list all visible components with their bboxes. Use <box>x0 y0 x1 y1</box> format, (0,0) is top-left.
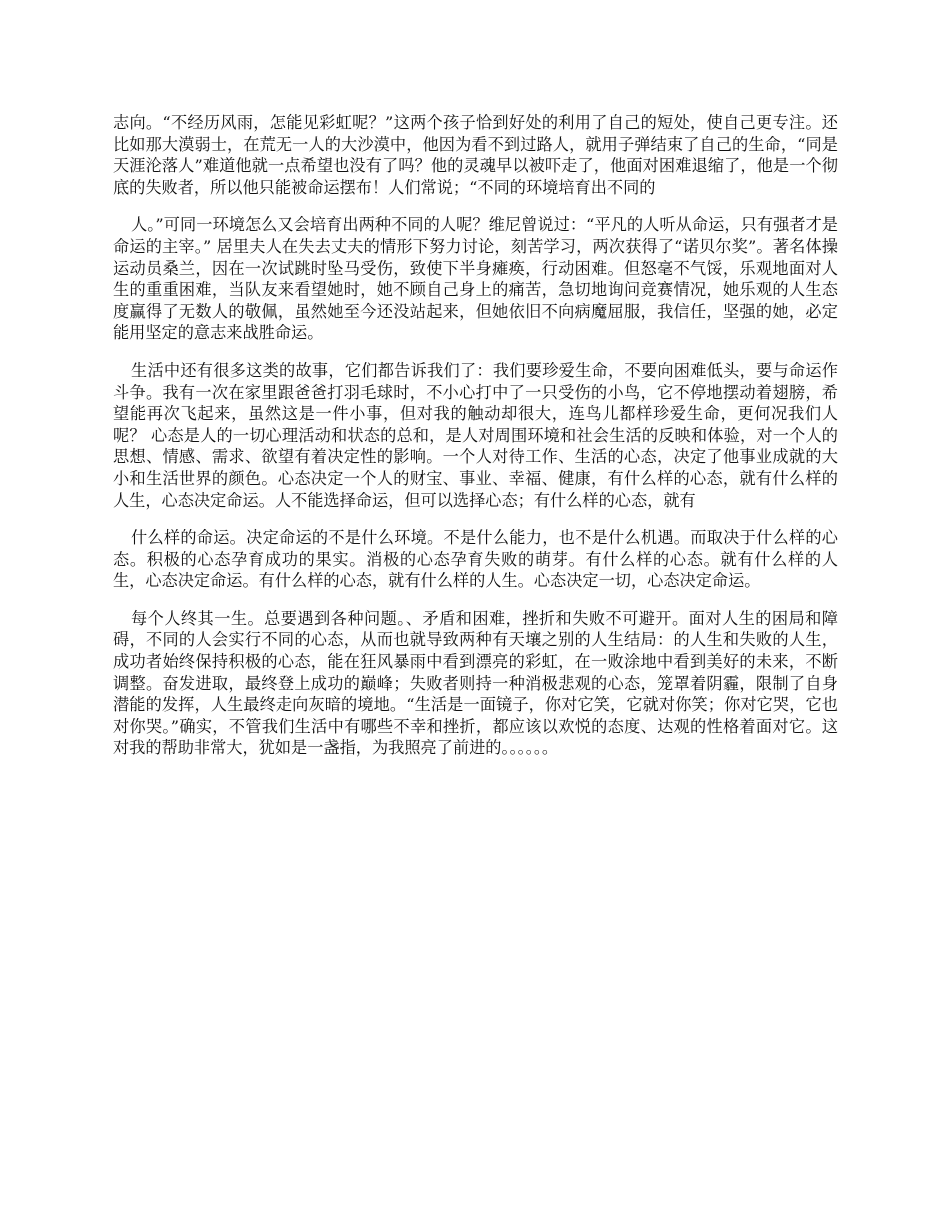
paragraph-4: 什么样的命运。决定命运的不是什么环境。不是什么能力，也不是什么机遇。而取决于什么样的心态。积极的心态孕育成功的果实。消极的心态孕育失败的萌芽。有什么样的心态。就有什么样的人生，心态决定命运。有什么样的心态，就有什么样的人生。心态决定一切，心态决定命运。 <box>113 528 838 591</box>
paragraph-1: 志向。“不经历风雨，怎能见彩虹呢？”这两个孩子恰到好处的利用了自己的短处，使自己更专注。还比如那大漠弱士，在荒无一人的大沙漠中，他因为看不到过路人，就用子弹结束了自己的生命，“同是天涯沦落人”难道他就一点希望也没有了吗？他的灵魂早以被吓走了，他面对困难退缩了，他是一个彻底的失败者，所以他只能被命运摆布！人们常说；“不同的环境培育出不同的 <box>113 113 838 197</box>
paragraph-2: 人。”可同一环境怎么又会培育出两种不同的人呢？维尼曾说过：“平凡的人听从命运，只有强者才是命运的主宰。” 居里夫人在失去丈夫的情形下努力讨论，刻苦学习，两次获得了“诺贝尔奖”。著名体操运动员桑兰，因在一次试跳时坠马受伤，致使下半身瘫痪，行动困难。但怒毫不气馁，乐观地面对人生的重重困难，当队友来看望她时，她不顾自己身上的痛苦，急切地询问竞赛情况，她乐观的人生态度赢得了无数人的敬佩，虽然她至今还没站起来，但她依旧不向病魔屈服，我信任，坚强的她，必定能用坚定的意志来战胜命运。 <box>113 215 838 343</box>
paragraph-3: 生活中还有很多这类的故事，它们都告诉我们了：我们要珍爱生命，不要向困难低头，要与命运作斗争。我有一次在家里跟爸爸打羽毛球时，不小心打中了一只受伤的小鸟，它不停地摆动着翅膀，希望能再次飞起来，虽然这是一件小事，但对我的触动却很大，连鸟儿都样珍爱生命，更何况我们人呢？ 心态是人的一切心理活动和状态的总和，是人对周围环境和社会生活的反映和体验，对一个人的思想、情感、需求、欲望有着决定性的影响。一个人对待工作、生活的心态，决定了他事业成就的大小和生活世界的颜色。心态决定一个人的财宝、事业、幸福、健康，有什么样的心态，就有什么样的人生，心态决定命运。人不能选择命运，但可以选择心态；有什么样的心态，就有 <box>113 360 838 510</box>
paragraph-5: 每个人终其一生。总要遇到各种问题。、矛盾和困难，挫折和失败不可避开。面对人生的困局和障碍，不同的人会实行不同的心态，从而也就导致两种有天壤之别的人生结局：的人生和失败的人生，成功者始终保持积极的心态，能在狂风暴雨中看到漂亮的彩虹，在一败涂地中看到美好的未来，不断调整。奋发进取，最终登上成功的巅峰；失败者则持一种消极悲观的心态，笼罩着阴霾，限制了自身潜能的发挥，人生最终走向灰暗的境地。“生活是一面镜子，你对它笑，它就对你笑；你对它哭，它也对你哭。”确实，不管我们生活中有哪些不幸和挫折，都应该以欢悦的态度、达观的性格着面对它。这对我的帮助非常大，犹如是一盏指，为我照亮了前进的。。。。。。 <box>113 608 838 758</box>
document-body <box>113 112 838 775</box>
